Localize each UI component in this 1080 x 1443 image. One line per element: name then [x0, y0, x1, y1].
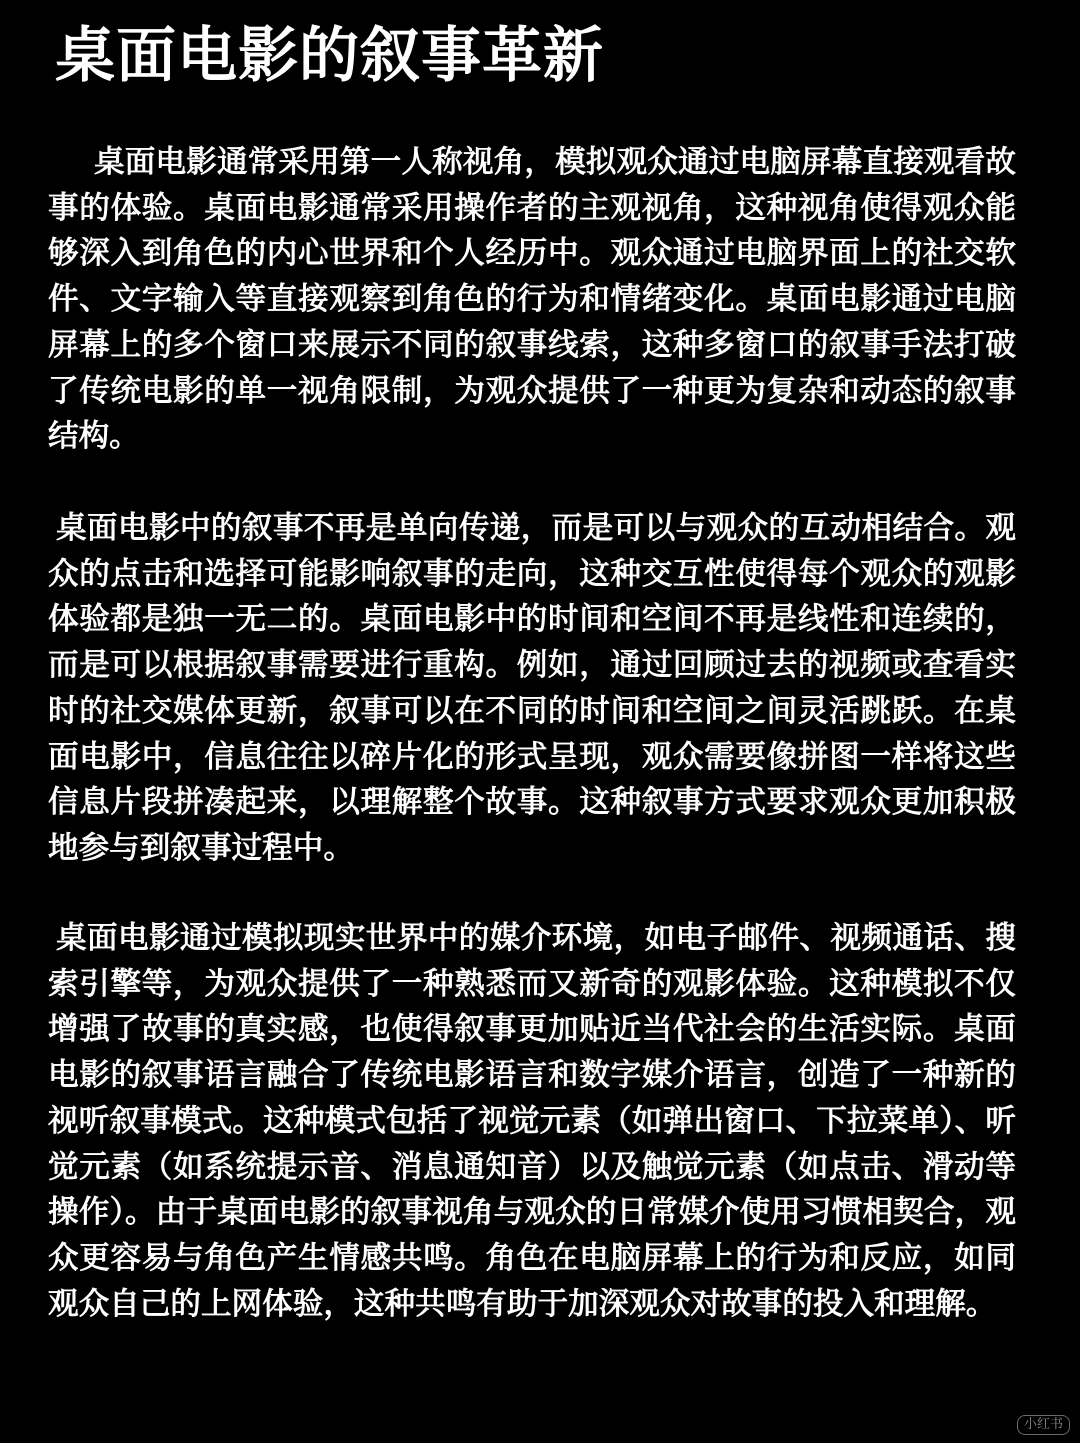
paragraph-1: 桌面电影通常采用第一人称视角，模拟观众通过电脑屏幕直接观看故事的体验。桌面电影通常采用操作者的主观视角，这种视角使得观众能够深入到角色的内心世界和个人经历中。观众通过电脑界面上的社交软件、文字输入等直接观察到角色的行为和情绪变化。桌面电影通过电脑屏幕上的多个窗口来展示不同的叙事线索，这种多窗口的叙事手法打破了传统电影的单一视角限制，为观众提供了一种更为复杂和动态的叙事结构。	[48, 145, 1016, 455]
paragraph-3: 桌面电影通过模拟现实世界中的媒介环境，如电子邮件、视频通话、搜索引擎等，为观众提供了一种熟悉而又新奇的观影体验。这种模拟不仅增强了故事的真实感，也使得叙事更加贴近当代社会的生活实际。桌面电影的叙事语言融合了传统电影语言和数字媒介语言，创造了一种新的视听叙事模式。这种模式包括了视觉元素（如弹出窗口、下拉菜单）、听觉元素（如系统提示音、消息通知音）以及触觉元素（如点击、滑动等操作）。由于桌面电影的叙事视角与观众的日常媒介使用习惯相契合，观众更容易与角色产生情感共鸣。角色在电脑屏幕上的行为和反应，如同观众自己的上网体验，这种共鸣有助于加深观众对故事的投入和理解。	[48, 921, 1016, 1322]
watermark-logo: 小红书	[1017, 1415, 1070, 1435]
page-title: 桌面电影的叙事革新	[55, 21, 604, 91]
paragraph-2: 桌面电影中的叙事不再是单向传递，而是可以与观众的互动相结合。观众的点击和选择可能影响叙事的走向，这种交互性使得每个观众的观影体验都是独一无二的。桌面电影中的时间和空间不再是线性和连续的，而是可以根据叙事需要进行重构。例如，通过回顾过去的视频或查看实时的社交媒体更新，叙事可以在不同的时间和空间之间灵活跳跃。在桌面电影中，信息往往以碎片化的形式呈现，观众需要像拼图一样将这些信息片段拼凑起来，以理解整个故事。这种叙事方式要求观众更加积极地参与到叙事过程中。	[48, 511, 1016, 866]
